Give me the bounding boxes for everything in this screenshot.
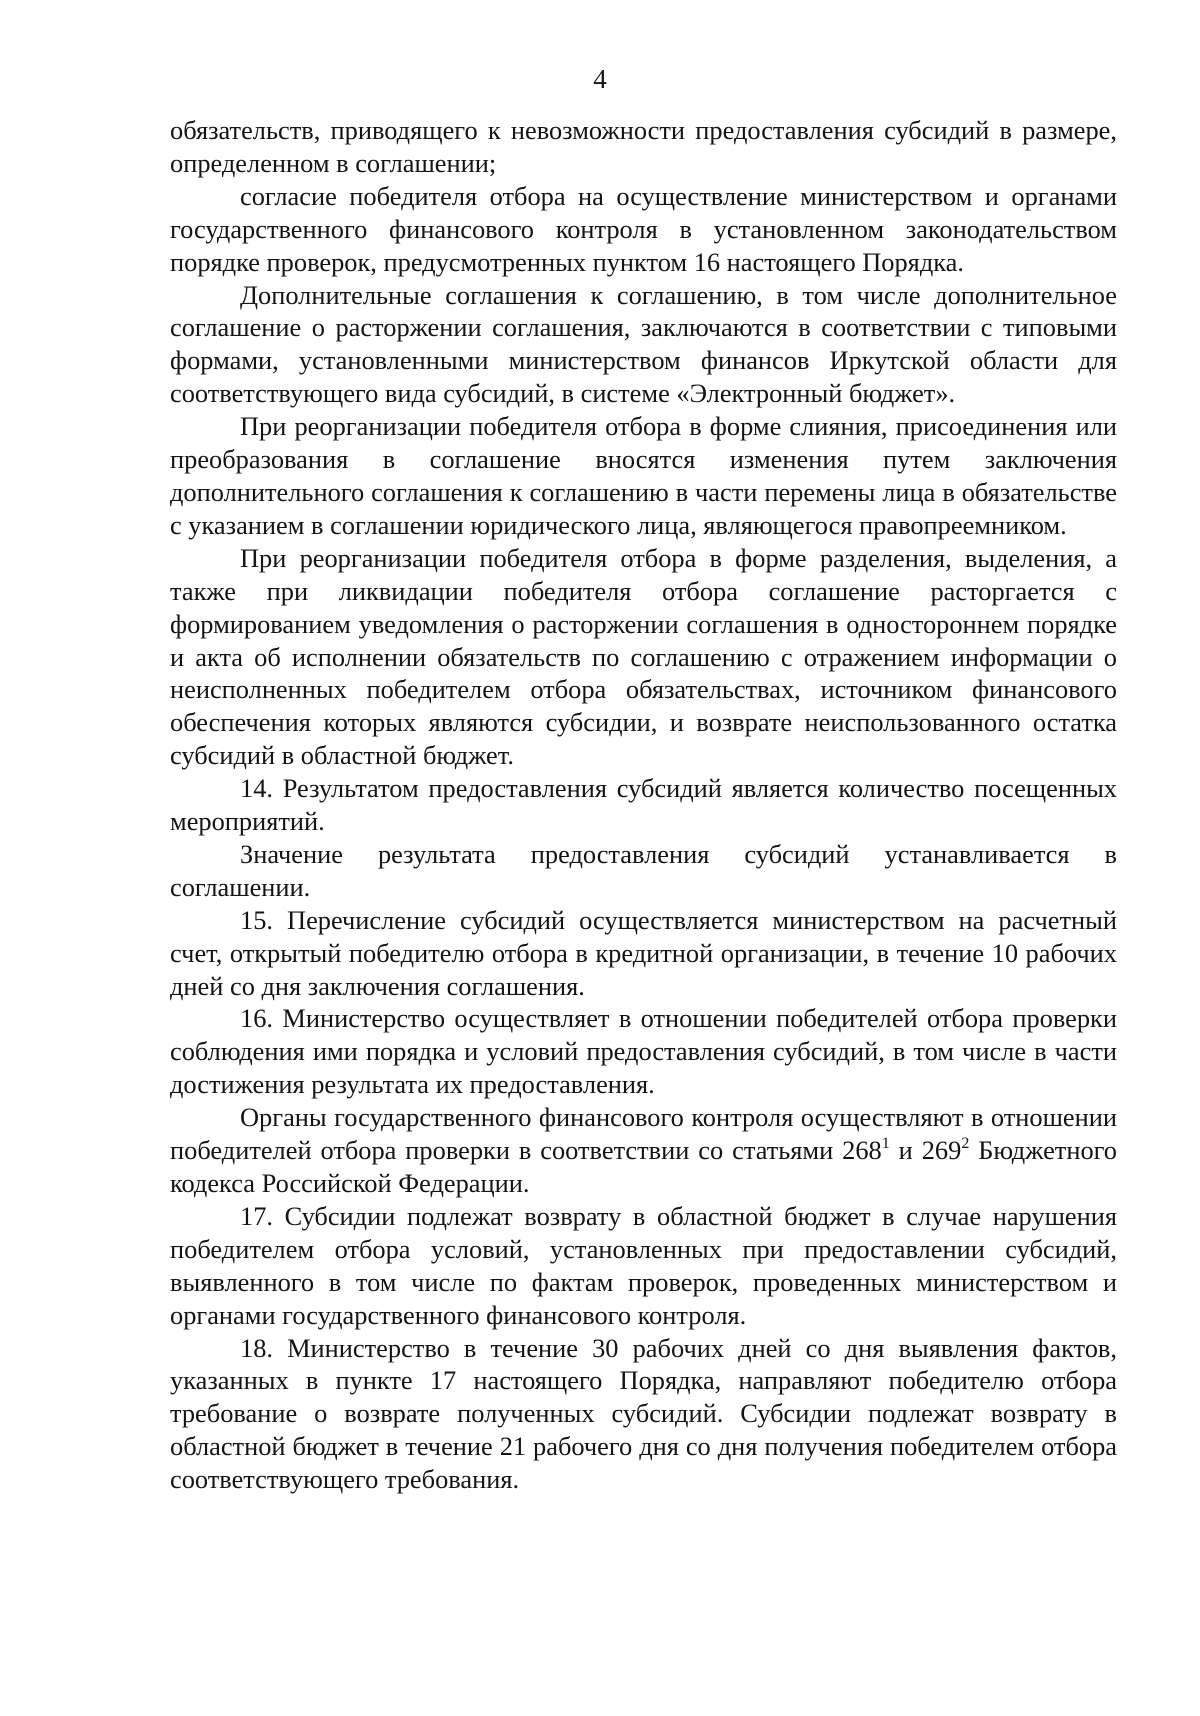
paragraph-state-control [170,1101,1117,1200]
paragraph-14-result: 14. Результатом предоставления субсидий является количество посещенных мероприятий. [170,773,1117,837]
paragraph-reorganization-merger: При реорганизации победителя отбора в форме слияния, присоединения или преобразования в соглашение вносятся изменения путем заключения дополнительного соглашения к соглашению в части перемены лица в обязательстве с указанием в соглашении юридического лица, являющегося правопреемником. [170,411,1117,540]
paragraph-continuation: обязательств, приводящего к невозможности предоставления субсидий в размере, определенном в соглашении; [170,115,1117,178]
paragraph-reorganization-division: При реорганизации победителя отбора в форме разделения, выделения, а также при ликвидации победителя отбора соглашение расторгается с формированием уведомления о расторжении соглашения в одностороннем порядке и акта об исполнении обязательств по соглашению с отражением информации о неисполненных победителем отбора обязательствах, источником финансового обеспечения которых являются субсидии, и возврате неиспользованного остатка субсидий в областной бюджет. [170,542,1117,771]
paragraph-16-inspections: 16. Министерство осуществляет в отношении победителей отбора проверки соблюдения ими порядка и условий предоставления субсидий, в том числе в части достижения результата их предоставления. [170,1003,1117,1100]
paragraph-result-value: Значение результата предоставления субсидий устанавливается в соглашении. [170,838,1117,902]
document-body [170,114,1117,1496]
paragraph-17-return: 17. Субсидии подлежат возврату в областной бюджет в случае нарушения победителем отбора условий, установленных при предоставлении субсидий, выявленного в том числе по фактам проверок, проведенных министерством и органами государственного финансового контроля. [170,1200,1117,1330]
paragraph-15-transfer: 15. Перечисление субсидий осуществляется министерством на расчетный счет, открытый победителю отбора в кредитной организации, в течение 10 рабочих дней со дня заключения соглашения. [170,904,1117,1001]
state-control-text-start: Органы государственного финансового контроля осуществляют в отношении победителей отбора проверки в соответствии со статьями 268 [170,1102,1117,1166]
page-number: 4 [593,64,607,94]
state-control-text-end: Бюджетного кодекса Российской Федерации. [170,1135,1117,1198]
article-269-superscript: 2 [961,1135,970,1153]
paragraph-consent: согласие победителя отбора на осуществление министерством и органами государственного финансового контроля в установленном законодательством порядке проверок, предусмотренных пунктом 16 настоящего Порядка. [170,180,1117,277]
article-268-superscript: 1 [881,1135,890,1153]
paragraph-additional-agreements: Дополнительные соглашения к соглашению, в том числе дополнительное соглашение о расторжении соглашения, заключаются в соответствии с типовыми формами, установленными министерством финансов Иркутской области для соответствующего вида субсидий, в системе «Электронный бюджет». [170,279,1117,409]
paragraph-18-demand: 18. Министерство в течение 30 рабочих дней со дня выявления фактов, указанных в пункте 17 настоящего Порядка, направляют победителю отбора требование о возврате полученных субсидий. Субсидии подлежат возврату в областной бюджет в течение 21 рабочего дня со дня получения победителем отбора соответствующего требования. [170,1332,1117,1495]
state-control-text-middle: и 269 [889,1135,962,1166]
